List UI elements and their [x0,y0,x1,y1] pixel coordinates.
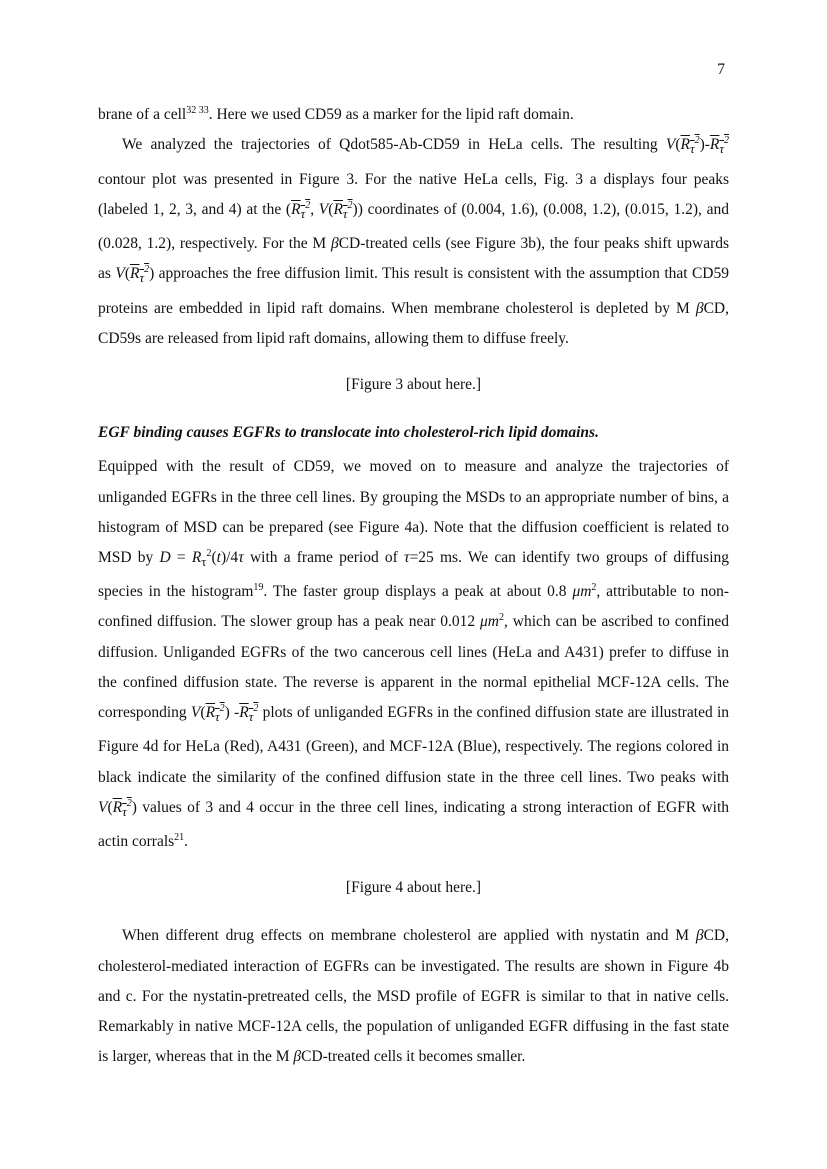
paragraph-continuation: brane of a cell$^{32 33}$. Here we used CD59 as a marker for the lipid raft domain. [98,105,574,123]
page-body [98,100,729,1072]
page-number: 7 [717,61,725,78]
paragraph-drug-effects: When different drug effects on membrane cholesterol are applied with nystatin and M βCD, cholesterol-mediated interaction of EGFRs can be investigated. The results are shown in Figure 4b and c. For the nystatin-pretreated cells, the MSD profile of EGFR is similar to that in native cells. Remarkably in native MCF-12A cells, the population of unliganded EGFR diffusing in the fast state is larger, whereas that in the M βCD-treated cells it becomes smaller. [98,927,730,1066]
paragraph-cd59-analysis: We analyzed the trajectories of Qdot585-Ab-CD59 in HeLa cells. The resulting $V(R_\tau^2)-R_\tau^2$ contour plot was presented in Figure 3. For the native HeLa cells, Fig. 3 a displays four peaks (labeled 1, 2, 3, and 4) at the ($R_\tau^2$, $V(R_\tau^2)$) coordinates of (0.004, 1.6), (0.008, 1.2), (0.015, 1.2), and (0.028, 1.2), respectively. For the M βCD-treated cells (see Figure 3b), the four peaks shift upwards as $V(R_\tau^2)$ approaches the free diffusion limit. This result is consistent with the assumption that CD59 proteins are embedded in lipid raft domains. When membrane cholesterol is depleted by M βCD, CD59s are released from lipid raft domains, allowing them to diffuse freely. [98,135,730,347]
paragraph-egfr-msd: Equipped with the result of CD59, we moved on to measure and analyze the trajectories of unliganded EGFRs in the three cell lines. By grouping the MSDs to an appropriate number of bins, a histogram of MSD can be prepared (see Figure 4a). Note that the diffusion coefficient is related to MSD by $D = R_\tau^2(t)/4\tau$ with a frame period of τ=25 ms. We can identify two groups of diffusing species in the histogram$^{19}$. The faster group displays a peak at about 0.8 $\mu m^2$, attributable to non-confined diffusion. The slower group has a peak near 0.012 $\mu m^2$, which can be ascribed to confined diffusion. Unliganded EGFRs of the two cancerous cell lines (HeLa and A431) prefer to diffuse in the confined diffusion state. The reverse is apparent in the normal epithelial MCF-12A cells. The corresponding $V(R_\tau^2)$ $-R_\tau^2$ plots of unliganded EGFRs in the confined diffusion state are illustrated in Figure 4d for HeLa (Red), A431 (Green), and MCF-12A (Blue), respectively. The regions colored in black indicate the similarity of the confined diffusion state in the three cell lines. Two peaks with $V(R_\tau^2)$ values of 3 and 4 occur in the three cell lines, indicating a strong interaction of EGFR with actin corrals$^{21}$. [98,458,730,851]
section-heading: EGF binding causes EGFRs to translocate into cholesterol-rich lipid domains. [98,424,599,442]
figure-3-placeholder: [Figure 3 about here.] [345,375,482,393]
figure-4-placeholder: [Figure 4 about here.] [345,879,482,897]
